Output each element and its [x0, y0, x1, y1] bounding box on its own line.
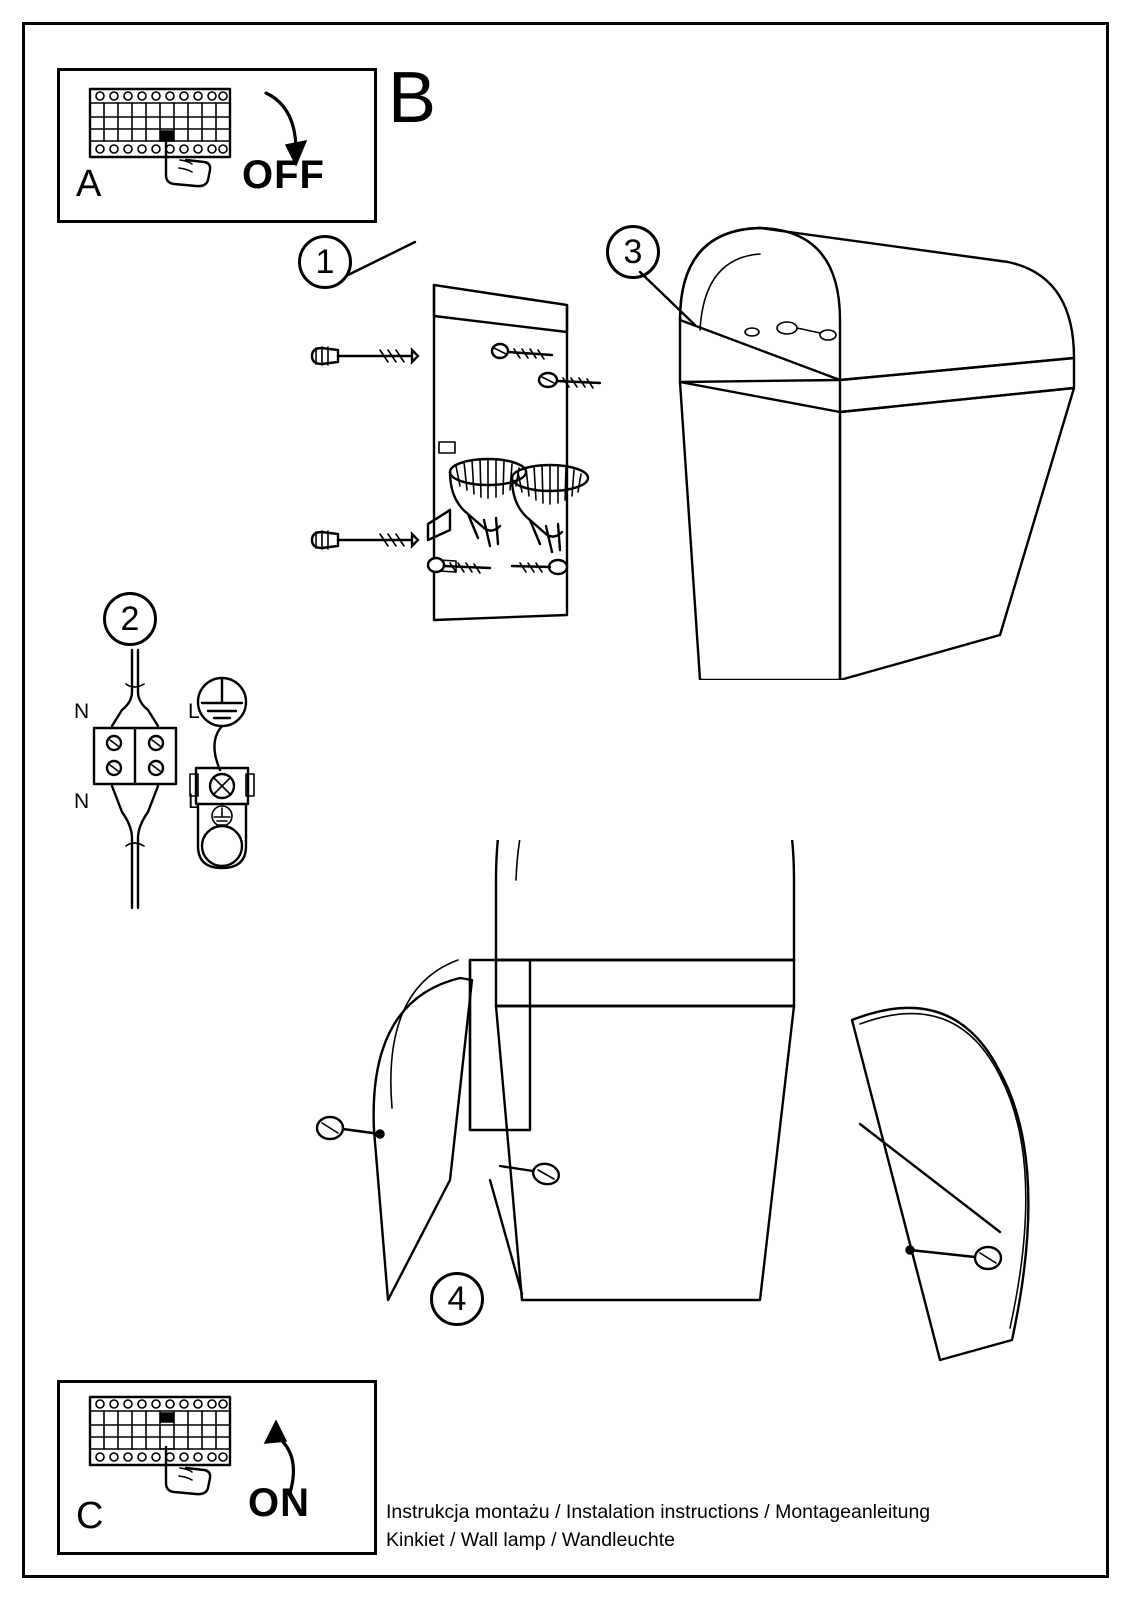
wire-label-n-top: N [74, 700, 90, 723]
footer-text-block [386, 1498, 930, 1555]
panel-c-action-label: ON [248, 1481, 310, 1525]
screw-and-wall-plug-lower-left [312, 531, 418, 549]
circuit-breaker-panel-icon [90, 1397, 230, 1465]
lamp-body-front [496, 840, 794, 1300]
footer-line-1: Instrukcja montażu / Instalation instructions / Montageanleitung [386, 1501, 931, 1523]
step-4-assembled-lamp-diagram [300, 840, 1110, 1480]
terminal-block-icon [94, 728, 176, 784]
callout-4: 4 [430, 1272, 484, 1326]
lamp-cable-lower [112, 786, 158, 908]
panel-a-letter: A [76, 163, 102, 205]
screw-and-wall-plug-upper-left [312, 347, 418, 365]
side-fin-right [852, 1008, 1028, 1360]
earth-small-icon [212, 806, 232, 826]
screw-upper-right [492, 344, 552, 359]
earth-connection-diagram [180, 670, 310, 910]
step-b-exploded-assembly-diagram [300, 120, 1100, 680]
circuit-breaker-panel-icon [90, 89, 230, 157]
lamp-socket-pair [428, 459, 588, 552]
wire-label-l-top: L [188, 700, 200, 723]
callout-2: 2 [103, 592, 157, 646]
footer-line-2: Kinkiet / Wall lamp / Wandleuchte [386, 1529, 676, 1552]
wire-label-l-bottom: L [188, 790, 200, 813]
protective-earth-icon [198, 678, 246, 726]
fixing-screw-right [906, 1246, 1001, 1269]
callout-1: 1 [298, 235, 352, 289]
earth-clamp-icon [190, 768, 254, 868]
earth-wire [214, 726, 222, 770]
panel-a-action-label: OFF [242, 153, 325, 197]
section-letter-b: B [388, 58, 437, 138]
screw-middle-right [539, 373, 600, 388]
panel-c-letter: C [76, 1495, 104, 1537]
supply-cable-upper [112, 650, 158, 726]
callout-3: 3 [606, 225, 660, 279]
wire-label-n-bottom: N [74, 790, 90, 813]
side-fin-left [374, 960, 472, 1300]
lamp-shade-upper [680, 228, 1074, 680]
